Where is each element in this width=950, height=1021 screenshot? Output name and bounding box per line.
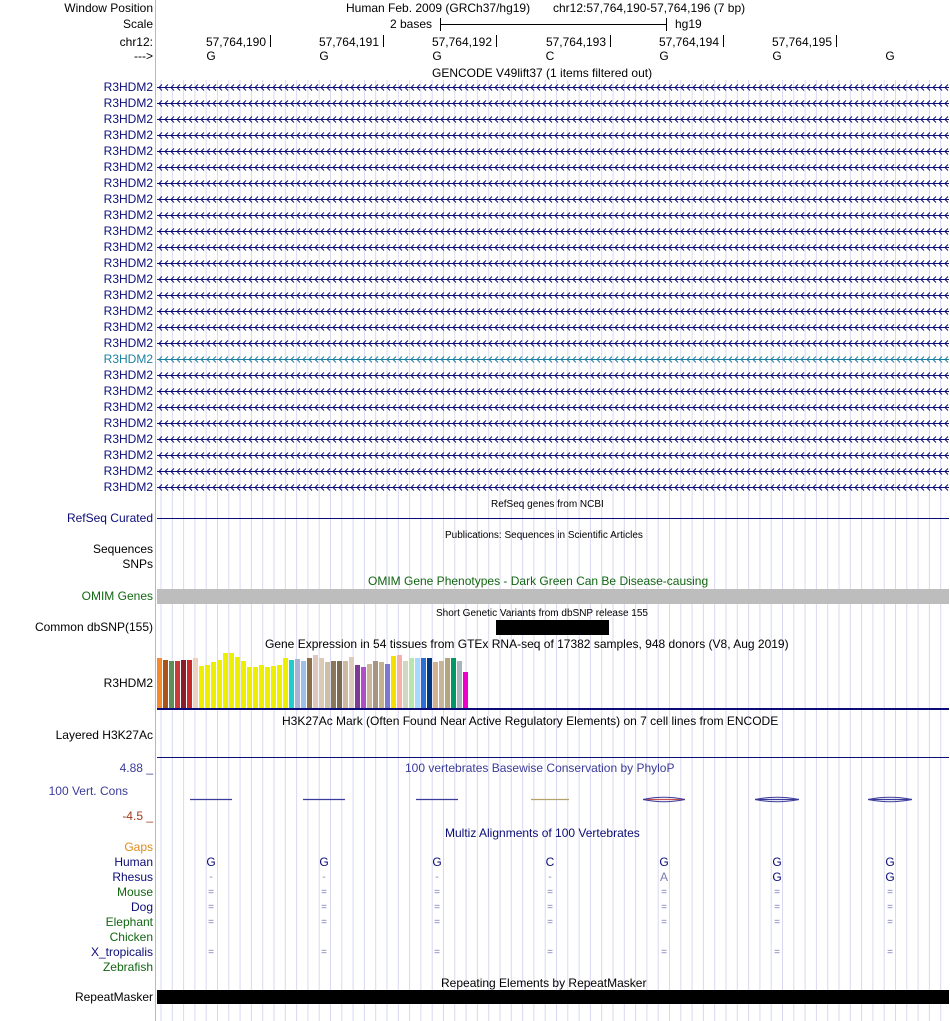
ruler-position-label: 57,764,195: [771, 35, 832, 49]
gencode-transcript-label[interactable]: R3HDM2: [103, 416, 153, 430]
gtex-tissue-bar[interactable]: [415, 658, 420, 708]
gtex-tissue-bar[interactable]: [385, 664, 390, 708]
gtex-tissue-bar[interactable]: [421, 658, 426, 708]
multiz-alignment-cell: =: [547, 917, 553, 928]
multiz-alignment-cell: -: [435, 872, 439, 883]
gencode-transcript-label[interactable]: R3HDM2: [103, 400, 153, 414]
multiz-alignment-cell: =: [887, 902, 893, 913]
gtex-tissue-bar[interactable]: [175, 661, 180, 708]
gencode-transcript-line[interactable]: [157, 275, 949, 284]
gtex-baseline: [157, 708, 949, 710]
gtex-tissue-bar[interactable]: [163, 660, 168, 708]
conservation-mark: [868, 795, 912, 805]
gencode-transcript-label[interactable]: R3HDM2: [103, 144, 153, 158]
gtex-tissue-bar[interactable]: [169, 661, 174, 708]
multiz-species-label[interactable]: X_tropicalis: [90, 945, 153, 959]
multiz-alignment-cell: =: [887, 947, 893, 958]
dna-base: G: [319, 49, 329, 63]
gtex-tissue-bar[interactable]: [259, 665, 264, 708]
gencode-transcript-line[interactable]: [157, 371, 949, 380]
publications-sequences-label[interactable]: Sequences: [92, 542, 153, 556]
multiz-title[interactable]: Multiz Alignments of 100 Vertebrates: [445, 826, 640, 840]
gtex-tissue-bar[interactable]: [277, 665, 282, 708]
omim-label[interactable]: OMIM Genes: [81, 589, 153, 603]
multiz-alignment-cell: =: [547, 902, 553, 913]
dna-base: G: [206, 49, 216, 63]
h3k27ac-title[interactable]: H3K27Ac Mark (Often Found Near Active Regulatory Elements) on 7 cell lines from ENCODE: [282, 714, 779, 728]
gtex-tissue-bar[interactable]: [457, 661, 462, 708]
dna-base: G: [772, 49, 782, 63]
gtex-label[interactable]: R3HDM2: [103, 676, 153, 690]
gencode-transcript-line[interactable]: [157, 83, 949, 92]
gtex-tissue-bar[interactable]: [205, 665, 210, 708]
multiz-alignment-cell: G: [885, 870, 895, 884]
gencode-transcript-label[interactable]: R3HDM2: [103, 96, 153, 110]
gencode-transcript-line[interactable]: [157, 147, 949, 156]
h3k27ac-baseline: [157, 757, 949, 758]
multiz-alignment-cell: =: [774, 902, 780, 913]
gtex-tissue-bar[interactable]: [307, 658, 312, 708]
ruler-position-label: 57,764,191: [318, 35, 379, 49]
multiz-alignment-cell: =: [208, 887, 214, 898]
scale-bar-right-end: [666, 18, 667, 31]
gtex-tissue-bar[interactable]: [367, 664, 372, 708]
position-label: chr12:57,764,190-57,764,196 (7 bp): [553, 1, 746, 15]
gencode-transcript-line[interactable]: [157, 211, 949, 220]
multiz-alignment-cell: =: [774, 887, 780, 898]
multiz-species-label[interactable]: Zebrafish: [102, 960, 153, 974]
scale-value: 2 bases: [390, 17, 433, 31]
multiz-alignment-cell: A: [659, 870, 668, 884]
conservation-title[interactable]: 100 vertebrates Basewise Conservation by PhyloP: [405, 761, 675, 775]
gtex-tissue-bar[interactable]: [325, 662, 330, 708]
gencode-transcript-line[interactable]: [157, 99, 949, 108]
gencode-transcript-label[interactable]: R3HDM2: [103, 128, 153, 142]
gencode-transcript-line[interactable]: [157, 323, 949, 332]
multiz-alignment-cell: =: [661, 947, 667, 958]
ruler-position-label: 57,764,193: [545, 35, 606, 49]
multiz-alignment-cell: =: [661, 887, 667, 898]
gencode-transcript-label[interactable]: R3HDM2: [103, 288, 153, 302]
gencode-transcript-line[interactable]: [157, 451, 949, 460]
gtex-tissue-bar[interactable]: [253, 667, 258, 708]
gtex-tissue-bar[interactable]: [331, 661, 336, 708]
ruler-tick: [383, 35, 384, 47]
ruler-tick: [723, 35, 724, 47]
multiz-alignment-cell: =: [321, 917, 327, 928]
multiz-alignment-cell: -: [209, 872, 213, 883]
dbsnp-variant-bar[interactable]: [496, 620, 609, 635]
gtex-tissue-bar[interactable]: [355, 665, 360, 708]
multiz-alignment-cell: =: [661, 902, 667, 913]
strand-label: --->: [134, 49, 153, 63]
repeatmasker-label[interactable]: RepeatMasker: [74, 990, 153, 1004]
multiz-alignment-cell: G: [659, 855, 669, 869]
multiz-alignment-cell: G: [772, 855, 782, 869]
gencode-transcript-label[interactable]: R3HDM2: [103, 112, 153, 126]
conservation-min-label: -4.5 _: [122, 809, 153, 823]
multiz-alignment-cell: G: [772, 870, 782, 884]
gtex-tissue-bar[interactable]: [343, 661, 348, 708]
multiz-alignment-cell: =: [774, 917, 780, 928]
gencode-transcript-label[interactable]: R3HDM2: [103, 240, 153, 254]
scale-db: hg19: [675, 17, 702, 31]
publications-title[interactable]: Publications: Sequences in Scientific Articles: [445, 530, 643, 541]
gencode-transcript-line[interactable]: [157, 339, 949, 348]
ruler-tick: [270, 35, 271, 47]
multiz-alignment-cell: -: [548, 872, 552, 883]
multiz-species-label[interactable]: Elephant: [105, 915, 153, 929]
gtex-tissue-bar[interactable]: [265, 667, 270, 708]
refseq-title[interactable]: RefSeq genes from NCBI: [491, 499, 604, 510]
conservation-mark: [416, 795, 458, 805]
gencode-transcript-label[interactable]: R3HDM2: [103, 160, 153, 174]
gencode-transcript-label[interactable]: R3HDM2: [103, 336, 153, 350]
multiz-alignment-cell: =: [208, 917, 214, 928]
gtex-tissue-bar[interactable]: [313, 655, 318, 708]
gtex-tissue-bar[interactable]: [229, 653, 234, 708]
gencode-transcript-line[interactable]: [157, 435, 949, 444]
gtex-tissue-bar[interactable]: [301, 661, 306, 708]
multiz-species-label[interactable]: Mouse: [116, 885, 153, 899]
scale-bar-left-end: [440, 18, 441, 31]
gencode-transcript-label[interactable]: R3HDM2: [103, 448, 153, 462]
gencode-transcript-label[interactable]: R3HDM2: [103, 304, 153, 318]
gtex-tissue-bar[interactable]: [379, 662, 384, 708]
gtex-tissue-bar[interactable]: [223, 653, 228, 708]
multiz-alignment-cell: =: [434, 917, 440, 928]
multiz-species-label[interactable]: Dog: [130, 900, 153, 914]
h3k27ac-label[interactable]: Layered H3K27Ac: [55, 728, 153, 742]
gencode-transcript-label[interactable]: R3HDM2: [103, 224, 153, 238]
conservation-label[interactable]: 100 Vert. Cons: [48, 784, 128, 798]
multiz-alignment-cell: =: [321, 887, 327, 898]
omim-title[interactable]: OMIM Gene Phenotypes - Dark Green Can Be Disease-causing: [368, 574, 709, 588]
conservation-mark: [643, 795, 685, 805]
gtex-tissue-bar[interactable]: [451, 658, 456, 708]
ruler-tick: [610, 35, 611, 47]
gtex-tissue-bar[interactable]: [409, 658, 414, 708]
multiz-alignment-cell: G: [432, 855, 442, 869]
ruler-position-label: 57,764,190: [205, 35, 266, 49]
scale-bar: [440, 24, 667, 25]
gtex-tissue-bar[interactable]: [289, 660, 294, 708]
gencode-title[interactable]: GENCODE V49lift37 (1 items filtered out): [432, 66, 653, 80]
gencode-transcript-label[interactable]: R3HDM2: [103, 464, 153, 478]
gtex-tissue-bar[interactable]: [361, 667, 366, 708]
gencode-transcript-line[interactable]: [157, 419, 949, 428]
publications-snps-label[interactable]: SNPs: [122, 557, 153, 571]
multiz-alignment-cell: =: [547, 887, 553, 898]
gtex-tissue-bar[interactable]: [217, 660, 222, 708]
omim-feature-bar[interactable]: [157, 589, 949, 604]
gtex-tissue-bar[interactable]: [403, 661, 408, 708]
gencode-transcript-line[interactable]: [157, 243, 949, 252]
gtex-tissue-bar[interactable]: [337, 661, 342, 708]
gtex-tissue-bar[interactable]: [271, 666, 276, 708]
refseq-label[interactable]: RefSeq Curated: [66, 511, 153, 525]
gencode-transcript-label[interactable]: R3HDM2: [103, 320, 153, 334]
multiz-alignment-cell: C: [545, 855, 555, 869]
gtex-title[interactable]: Gene Expression in 54 tissues from GTEx RNA-seq of 17382 samples, 948 donors (V8, Aug 2019): [265, 637, 789, 651]
gencode-transcript-line[interactable]: [157, 307, 949, 316]
gencode-transcript-line[interactable]: [157, 131, 949, 140]
gencode-transcript-line[interactable]: [157, 467, 949, 476]
gencode-transcript-label[interactable]: R3HDM2: [103, 352, 153, 366]
multiz-gaps-label[interactable]: Gaps: [124, 840, 153, 854]
gtex-tissue-bar[interactable]: [463, 672, 468, 708]
gtex-tissue-bar[interactable]: [445, 658, 450, 708]
gtex-tissue-bar[interactable]: [397, 655, 402, 708]
gencode-transcript-line[interactable]: [157, 387, 949, 396]
conservation-mark: [755, 795, 799, 805]
gtex-tissue-bar[interactable]: [373, 661, 378, 708]
multiz-species-label[interactable]: Chicken: [109, 930, 153, 944]
gencode-transcript-line[interactable]: [157, 355, 949, 364]
gencode-transcript-label[interactable]: R3HDM2: [103, 256, 153, 270]
gtex-tissue-bar[interactable]: [181, 660, 186, 708]
multiz-alignment-cell: G: [206, 855, 216, 869]
multiz-alignment-cell: =: [434, 947, 440, 958]
dbsnp-label[interactable]: Common dbSNP(155): [34, 620, 153, 634]
gencode-transcript-line[interactable]: [157, 483, 949, 492]
gtex-tissue-bar[interactable]: [199, 666, 204, 708]
gencode-transcript-line[interactable]: [157, 259, 949, 268]
ruler-position-label: 57,764,194: [658, 35, 719, 49]
gencode-transcript-line[interactable]: [157, 291, 949, 300]
multiz-alignment-cell: -: [322, 872, 326, 883]
gencode-transcript-label[interactable]: R3HDM2: [103, 208, 153, 222]
dbsnp-title[interactable]: Short Genetic Variants from dbSNP release 155: [436, 608, 648, 619]
gtex-tissue-bar[interactable]: [187, 660, 192, 708]
ruler-tick: [836, 35, 837, 47]
conservation-mark: [531, 795, 569, 805]
multiz-alignment-cell: =: [887, 917, 893, 928]
multiz-alignment-cell: =: [774, 947, 780, 958]
ruler-position-label: 57,764,192: [431, 35, 492, 49]
dna-base: G: [432, 49, 442, 63]
gencode-transcript-line[interactable]: [157, 115, 949, 124]
gencode-transcript-label[interactable]: R3HDM2: [103, 176, 153, 190]
multiz-alignment-cell: =: [547, 947, 553, 958]
gtex-tissue-bar[interactable]: [349, 657, 354, 708]
gencode-transcript-label[interactable]: R3HDM2: [103, 80, 153, 94]
multiz-alignment-cell: =: [208, 902, 214, 913]
multiz-alignment-cell: =: [321, 902, 327, 913]
gencode-transcript-line[interactable]: [157, 163, 949, 172]
multiz-alignment-cell: =: [887, 887, 893, 898]
gencode-transcript-line[interactable]: [157, 227, 949, 236]
assembly-label: Human Feb. 2009 (GRCh37/hg19): [346, 1, 531, 15]
gtex-tissue-bar[interactable]: [439, 661, 444, 708]
dna-base: G: [659, 49, 669, 63]
repeatmasker-title[interactable]: Repeating Elements by RepeatMasker: [441, 976, 647, 990]
multiz-alignment-cell: =: [208, 947, 214, 958]
multiz-alignment-cell: G: [319, 855, 329, 869]
gencode-transcript-line[interactable]: [157, 403, 949, 412]
repeatmasker-feature-bar[interactable]: [157, 990, 949, 1004]
conservation-mark: [303, 795, 345, 805]
gencode-transcript-label[interactable]: R3HDM2: [103, 368, 153, 382]
gtex-tissue-bar[interactable]: [433, 662, 438, 708]
multiz-species-label[interactable]: Rhesus: [112, 870, 153, 884]
ruler-tick: [496, 35, 497, 47]
gtex-tissue-bar[interactable]: [427, 658, 432, 708]
gtex-tissue-bar[interactable]: [283, 658, 288, 708]
gencode-transcript-label[interactable]: R3HDM2: [103, 432, 153, 446]
gencode-transcript-line[interactable]: [157, 195, 949, 204]
gtex-tissue-bar[interactable]: [247, 667, 252, 708]
dna-base: C: [545, 49, 555, 63]
refseq-feature-line[interactable]: [157, 518, 949, 519]
gencode-transcript-label[interactable]: R3HDM2: [103, 272, 153, 286]
gtex-tissue-bar[interactable]: [391, 656, 396, 708]
gencode-transcript-line[interactable]: [157, 179, 949, 188]
gencode-transcript-label[interactable]: R3HDM2: [103, 384, 153, 398]
dna-base: G: [885, 49, 895, 63]
multiz-alignment-cell: =: [434, 887, 440, 898]
gtex-tissue-bar[interactable]: [235, 657, 240, 708]
window-position-label: Window Position: [64, 1, 153, 15]
chrom-label: chr12:: [119, 35, 153, 49]
gtex-tissue-bar[interactable]: [319, 658, 324, 708]
gtex-tissue-bar[interactable]: [157, 658, 162, 708]
gencode-transcript-label[interactable]: R3HDM2: [103, 480, 153, 494]
multiz-alignment-cell: =: [321, 947, 327, 958]
multiz-species-label[interactable]: Human: [114, 855, 153, 869]
scale-label: Scale: [122, 17, 153, 31]
gtex-tissue-bar[interactable]: [211, 662, 216, 708]
conservation-mark: [190, 795, 232, 805]
multiz-alignment-cell: =: [661, 917, 667, 928]
gencode-transcript-label[interactable]: R3HDM2: [103, 192, 153, 206]
gtex-tissue-bar[interactable]: [295, 659, 300, 708]
multiz-alignment-cell: =: [434, 902, 440, 913]
gtex-tissue-bar[interactable]: [193, 658, 198, 708]
gtex-tissue-bar[interactable]: [241, 661, 246, 708]
multiz-alignment-cell: G: [885, 855, 895, 869]
conservation-max-label: 4.88 _: [119, 761, 153, 775]
